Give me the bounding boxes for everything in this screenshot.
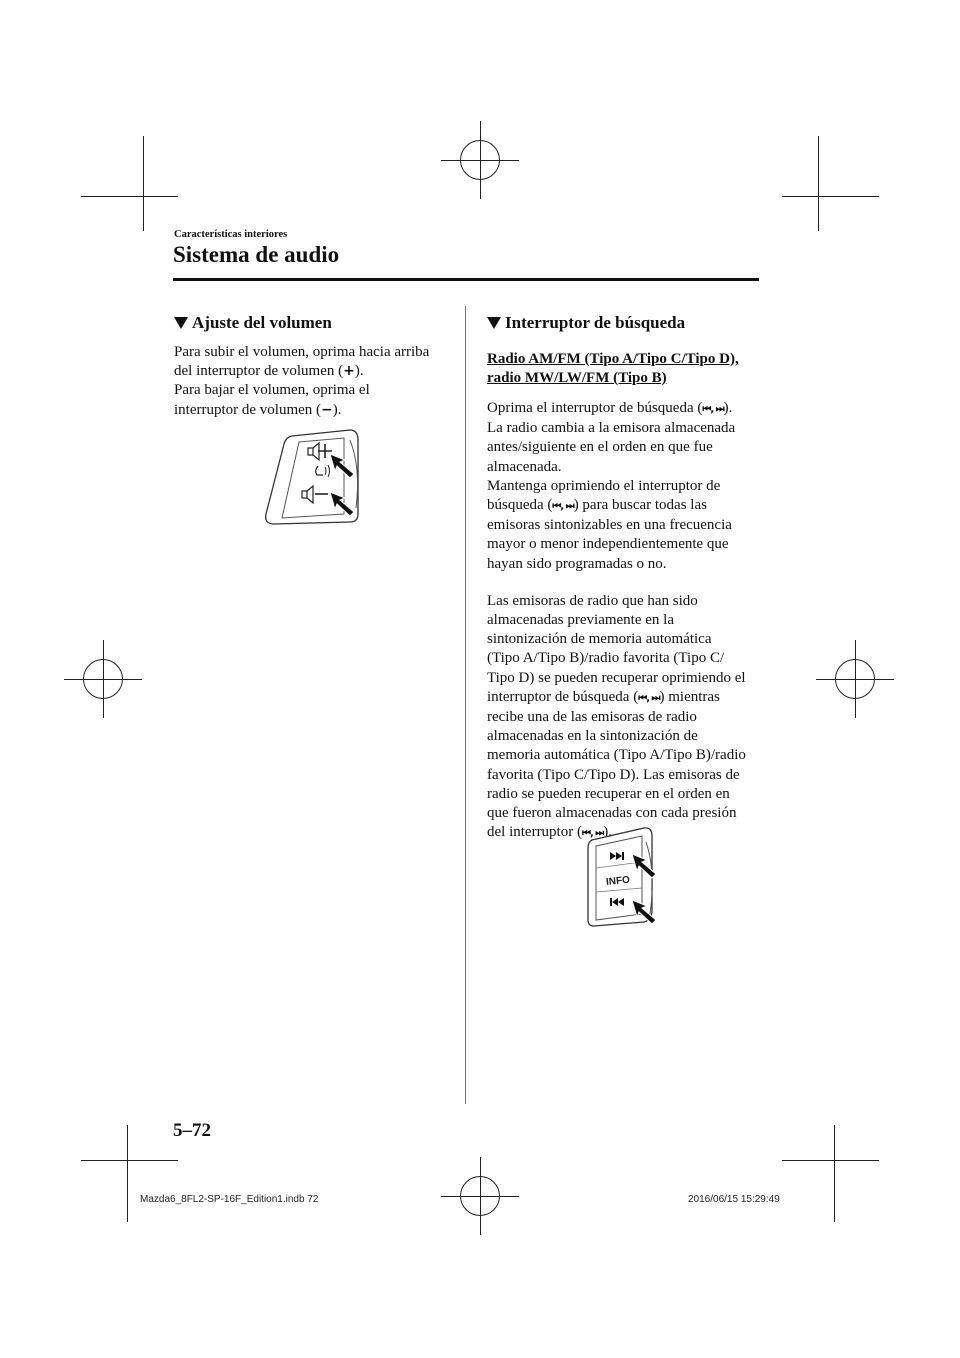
crop-mark [782,196,879,197]
volume-text: Para subir el volumen, oprima hacia arriba del interruptor de volumen (+). Para bajar el volumen, oprima el interruptor de volumen (−). [174,343,454,420]
radio-subheading: Radio AM/FM (Tipo A/Tipo C/Tipo D), radio MW/LW/FM (Tipo B) [487,351,739,386]
crop-mark [782,1160,879,1161]
minus-icon: − [321,401,333,418]
seek-paragraph-2: Las emisoras de radio que han sido almacenadas previamente en la sintonización de memoria automática (Tipo A/Tipo B)/radio favorita (Tipo C/ Tipo D) se pueden recuperar oprimiendo el interruptor de búsqueda (⏮, ⏭) mientras recibe una de las emisoras de radio almacenadas en la sintonización de memoria automática (Tipo A/Tipo B)/radio favorita (Tipo C/Tipo D). Las emisoras de radio se pueden recuperar en el orden en que fueron almacenadas con cada presión del interruptor (⏮, ⏭). [487,592,746,841]
crop-mark [81,196,178,197]
plus-icon: + [343,363,355,380]
crop-mark [127,1125,128,1222]
seek-icon: ⏮, ⏭ [702,404,724,415]
column-divider [465,306,466,1104]
header-rule [173,278,759,281]
info-button-label: INFO [605,874,631,889]
left-column [174,313,454,420]
triangle-bullet-icon [174,317,188,329]
seek-icon: ⏮, ⏭ [638,692,660,704]
page-number: 5–72 [173,1120,211,1141]
seek-icon: ⏮, ⏭ [581,828,604,840]
registration-mark-icon [64,640,142,718]
volume-switch-illustration [262,428,372,528]
crop-mark [834,1125,835,1222]
registration-mark-icon [441,1157,519,1235]
seek-heading: Interruptor de búsqueda [487,313,772,333]
triangle-bullet-icon [487,317,501,329]
registration-mark-icon [441,121,519,199]
footer-filename: Mazda6_8FL2-SP-16F_Edition1.indb 72 [140,1194,319,1205]
crop-mark [143,136,144,231]
volume-heading: Ajuste del volumen [174,313,454,333]
seek-switch-illustration [586,826,666,928]
crop-mark [818,136,819,231]
registration-mark-icon [816,640,894,718]
section-label: Características interiores [174,229,288,240]
crop-mark [81,1160,178,1161]
page-title: Sistema de audio [173,242,340,267]
seek-icon: ⏮, ⏭ [552,501,574,513]
seek-paragraph-1: Oprima el interruptor de búsqueda (⏮, ⏭). La radio cambia a la emisora almacenada antes/siguiente en el orden en que fue almacenada. Mantenga oprimiendo el interruptor de búsqueda (⏮, ⏭) para buscar todas las emisoras sintonizables en una frecuencia mayor o menor independientemente que hayan sido programadas o no. [487,400,736,572]
right-column [487,313,772,843]
footer-timestamp: 2016/06/15 15:29:49 [688,1194,780,1205]
